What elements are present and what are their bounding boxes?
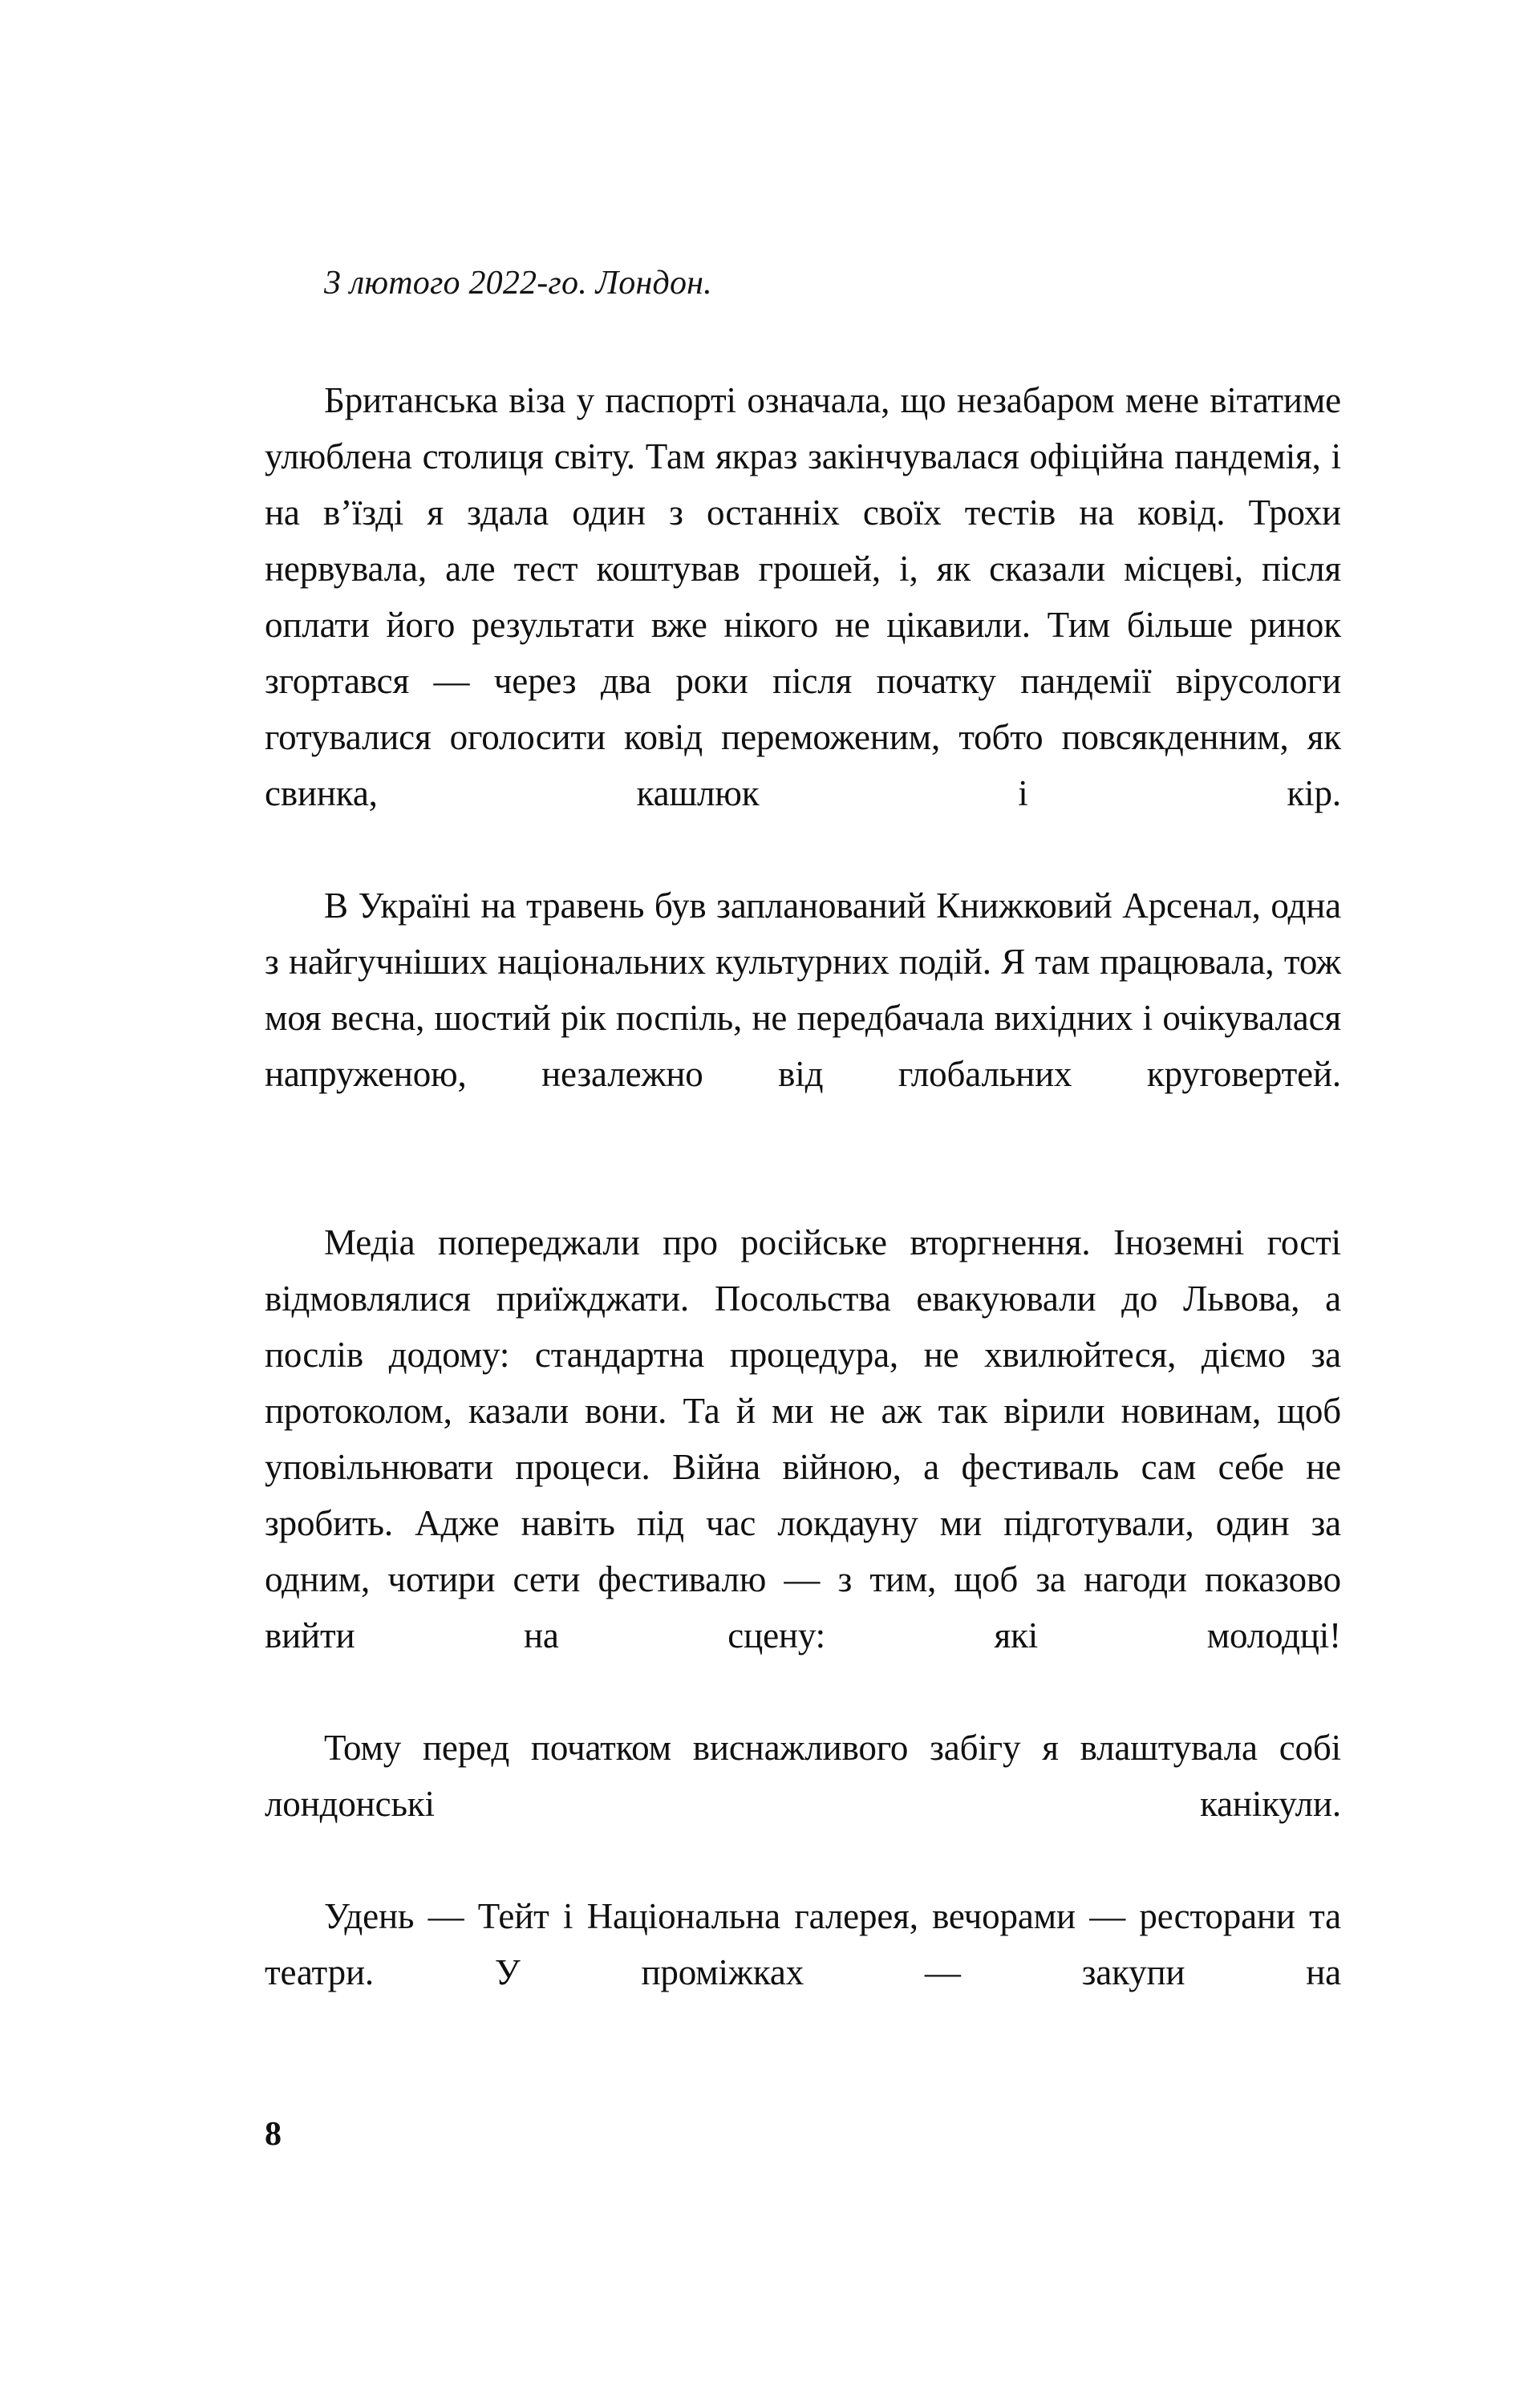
paragraph: Медіа попереджали про російське вторгнення. Іноземні гості відмовлялися приїжджати. Посольства евакуювали до Львова, а послів додому: стандартна процедура, не хвилюйтеся, діємо за протоколом, казали вони. Та й ми не аж так вірили новинам, щоб уповільнювати процеси. Війна війною, а фестиваль сам себе не зробить. Адже навіть під час локдауну ми підготували, один за одним, чотири сети фестивалю — з тим, щоб за нагоди показово вийти на сцену: які молодці! [265, 1222, 1341, 1655]
body-text [265, 372, 1341, 2057]
text-column [265, 255, 1341, 2057]
page-number: 8 [265, 2116, 282, 2153]
paragraph-spacer [265, 1158, 1341, 1214]
paragraph: Британська віза у паспорті означала, що незабаром мене вітатиме улюблена столиця світу. Там якраз закінчувалася офіційна пандемія, і на в’їзді я здала один з останніх своїх тестів на ковід. Трохи нервувала, але тест коштував грошей, і, як сказали місцеві, після оплати його результати вже нікого не цікавили. Тим більше ринок згортався — через два роки після початку пандемії вірусологи готувалися оголосити ковід переможеним, тобто повсякденним, як свинка, кашлюк і кір. [265, 380, 1341, 813]
paragraph: Тому перед початком виснажливого забігу я влаштувала собі лондонські канікули. [265, 1728, 1341, 1824]
dateline: 3 лютого 2022-го. Лондон. [324, 265, 712, 302]
paragraph: Удень — Тейт і Національна галерея, вечорами — ресторани та театри. У проміжках — закупи на [265, 1896, 1341, 1992]
paragraph: В Україні на травень був запланований Книжковий Арсенал, одна з найгучніших національних культурних подій. Я там працювала, тож моя весна, шостий рік поспіль, не передбачала вихідних і очікувалася напруженою, незалежно від глобальних круговертей. [265, 885, 1341, 1094]
